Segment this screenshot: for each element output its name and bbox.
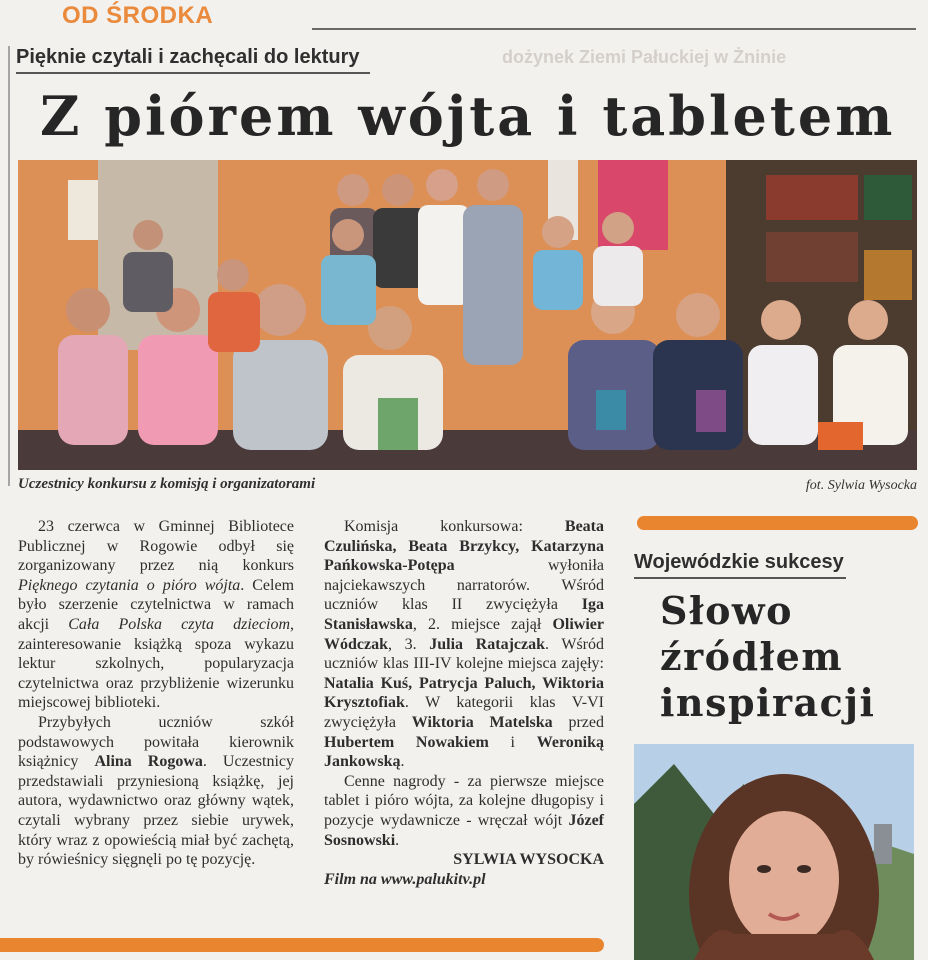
bleed-through-text: dożynek Ziemi Pałuckiej w Żninie (502, 47, 787, 67)
portrait-photo (634, 744, 914, 960)
sidebar-kicker: Wojewódzkie sukcesy (634, 551, 846, 579)
photo-caption: Uczestnicy konkursu z komisją i organizatorami (18, 476, 316, 492)
header-rule (312, 28, 916, 30)
article-headline: Z piórem wójta i tabletem (40, 84, 896, 148)
column-rule (8, 46, 10, 486)
footer-accent-bar (0, 938, 604, 952)
sidebar-accent-bar (637, 516, 918, 530)
sidebar-headline: Słowo źródłem inspiracji (660, 588, 876, 725)
photo-credit: fot. Sylwia Wysocka (805, 478, 917, 493)
article-kicker: Pięknie czytali i zachęcali do lektury (16, 46, 370, 74)
article-column-1 (18, 517, 294, 870)
section-label: OD ŚRODKA (62, 2, 214, 29)
paragraph-3: Komisja konkursowa: Beata Czulińska, Beata Brzykcy, Katarzyna Pańkowska-Potępa wyłoniła najciekawszych narratorów. Wśród uczniów klas II zwyciężyła Iga Stanisławska, 2. miejsce zajął Oliwier Wódczak, 3. Julia Ratajczak. Wśród uczniów klas III-IV kolejne miejsca zajęły: Natalia Kuś, Patrycja Paluch, Wiktoria Krysztofiak. W kategorii klas V-VI zwyciężyła Wiktoria Matelska przed Hubertem Nowakiem i Weroniką Jankowską. (324, 518, 604, 771)
author-signature: SYLWIA WYSOCKA (453, 851, 604, 869)
article-column-2 (324, 517, 604, 889)
group-photo (18, 160, 917, 470)
paragraph-2: Przybyłych uczniów szkół podstawowych powitała kierownik książnicy Alina Rogowa. Uczestnicy przedstawiali przyniesioną książkę, jej autora, wydawnictwo oraz główny wątek, czytali wybrany przez siebie urywek, który wraz z opowieścią miał być zachętą, by rówieśnicy sięgnęli po tę pozycję. (18, 713, 294, 869)
paragraph-1: 23 czerwca w Gminnej Bibliotece Publicznej w Rogowie odbył się zorganizowany przez nią konkurs Pięknego czytania o pióro wójta. Celem było szerzenie czytelnictwa w ramach akcji Cała Polska czyta dzieciom, zainteresowanie książką spoza wykazu lektur szkolnych, popularyzacja czytelnictwa oraz przybliżenie wizerunku miejscowej biblioteki. (18, 518, 295, 712)
film-link-text: Film na www.palukitv.pl (324, 870, 486, 888)
paragraph-4: Cenne nagrody - za pierwsze miejsce tablet i pióro wójta, za kolejne długopisy i pozycje wydawnicze - wręczał wójt Józef Sosnowski. (324, 772, 604, 849)
